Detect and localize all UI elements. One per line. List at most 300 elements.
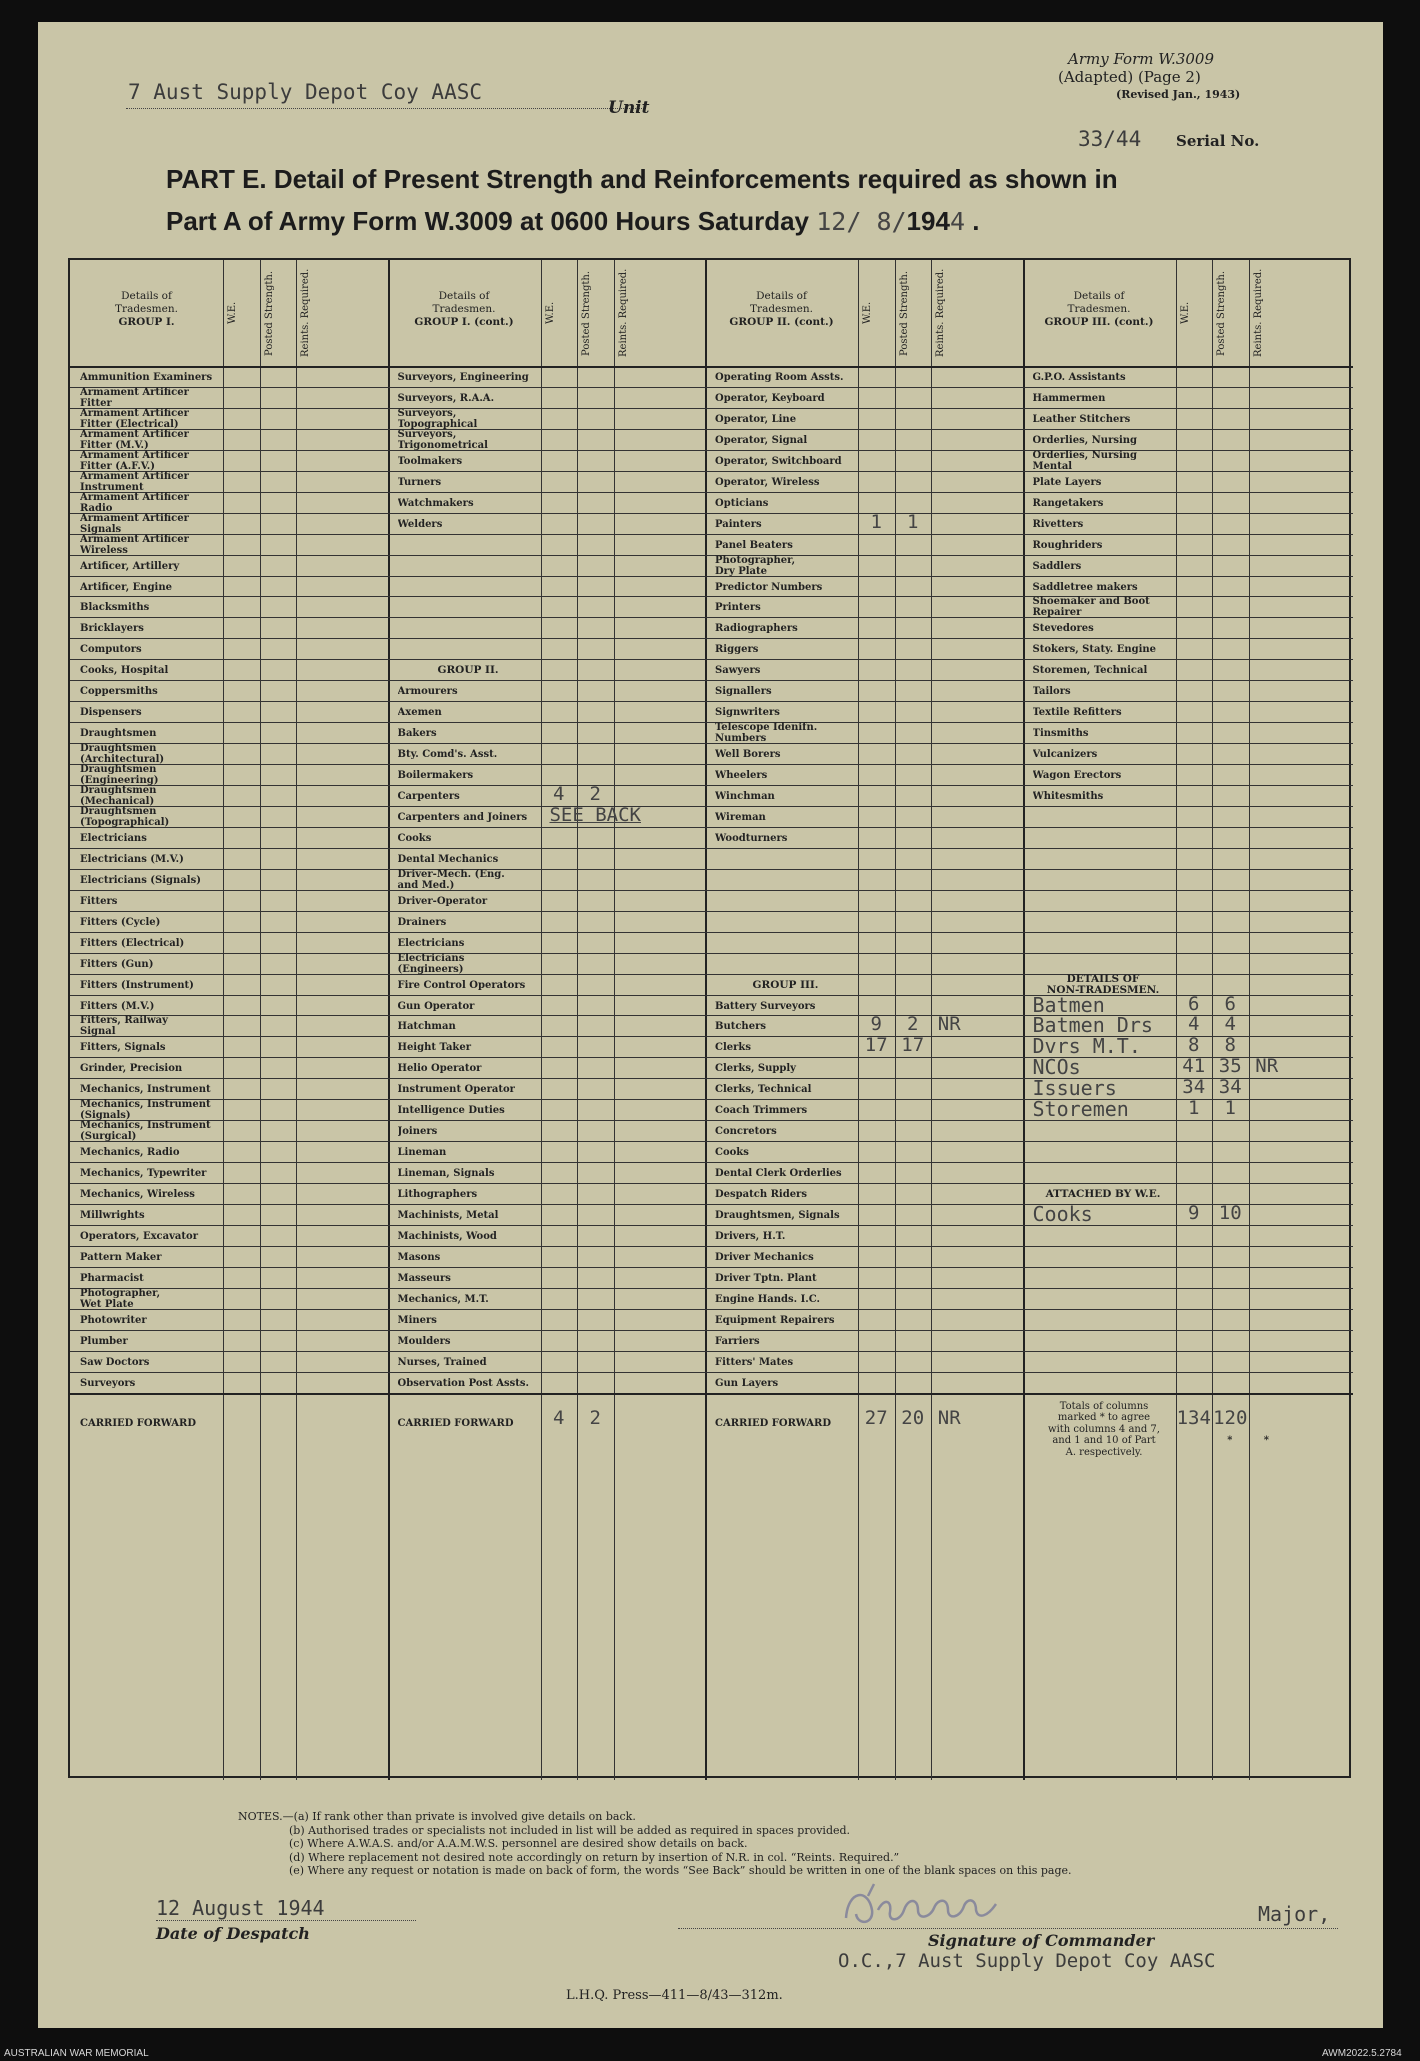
trade-label-line: Watchmakers [397, 497, 474, 509]
trade-label [398, 917, 539, 928]
report-year-typed: 4 [949, 207, 965, 236]
trade-label-line: Cooks [397, 832, 432, 844]
carried-forward-label: CARRIED FORWARD [715, 1417, 832, 1429]
trade-label-line: Fitter (A.F.V.) [80, 460, 156, 472]
row-rule [70, 638, 1353, 639]
trade-label [1033, 791, 1174, 802]
trade-label-line: Draughtsmen [80, 785, 157, 796]
trade-label [398, 1336, 539, 1347]
trade-label-line: Radiographers [715, 623, 798, 635]
trade-label-line: Axemen [397, 707, 442, 719]
column-rule [614, 260, 615, 1780]
typed-count: NR [937, 1406, 961, 1429]
trade-label [80, 785, 221, 807]
typed-count: 1 [870, 510, 882, 533]
row-rule [70, 387, 1353, 388]
trade-label-line: Tinsmiths [1032, 728, 1089, 740]
trade-label [80, 1378, 221, 1389]
trade-label [80, 1084, 221, 1095]
trade-label [80, 1168, 221, 1179]
trade-label-line: Armament Artificer [80, 386, 189, 398]
trade-label-line: Riggers [715, 644, 759, 656]
trade-label-line: Driver Mechanics [715, 1251, 814, 1263]
trade-label-line: Carpenters [397, 791, 460, 802]
trade-label-line: Butchers [715, 1021, 766, 1033]
row-rule [70, 953, 1353, 954]
trade-label [715, 477, 856, 488]
despatch-underline [156, 1920, 416, 1921]
trade-label [80, 665, 221, 676]
trade-label-line: Clerks, Technical [715, 1084, 812, 1096]
trade-label-line: Bty. Comd's. Asst. [397, 749, 498, 761]
trade-label-line: Saddletree makers [1032, 581, 1138, 593]
trade-label-line: Coppersmiths [80, 686, 158, 698]
trade-label-line: Mechanics, Wireless [80, 1189, 195, 1201]
trade-label [1033, 623, 1174, 634]
carried-forward-label: CARRIED FORWARD [80, 1417, 197, 1429]
press-mark: L.H.Q. Press—411—8/43—312m. [566, 1988, 783, 2003]
note-a: NOTES.—(a) If rank other than private is involved give details on back. [238, 1810, 636, 1823]
trade-label [715, 1021, 856, 1032]
typed-count: 6 [1188, 992, 1200, 1015]
typed-count: 6 [1224, 992, 1236, 1015]
trade-label-line: Joiners [397, 1126, 438, 1138]
totals-instruction-line: and 1 and 10 of Part [1052, 1435, 1156, 1447]
trade-label-line: Dry Plate [715, 565, 768, 577]
trade-label-line: Armament Artificer [80, 491, 189, 503]
subcolumn-header: Reints. Required. [935, 268, 946, 358]
trade-label-line: Photographer, [80, 1287, 161, 1299]
trade-label [715, 623, 856, 634]
row-rule [70, 1267, 1353, 1268]
trade-label-line: Armament Artificer [80, 428, 189, 440]
trade-label-line: Orderlies, Nursing [1032, 449, 1138, 461]
row-rule [70, 1372, 1353, 1373]
despatch-label: Date of Despatch [156, 1924, 310, 1943]
non-tradesman-label: NCOs [1032, 1055, 1081, 1080]
column-rule [541, 260, 542, 1780]
trade-label-line: Nurses, Trained [397, 1356, 487, 1368]
column-header-text: Tradesmen. [750, 303, 813, 315]
trade-label [1033, 477, 1174, 488]
despatch-date: 12 August 1944 [156, 1896, 325, 1920]
trade-label [398, 372, 539, 383]
trade-label [715, 435, 856, 446]
trade-label-line: Lineman [397, 1147, 447, 1159]
trade-label-line: Repairer [1032, 607, 1082, 619]
trade-label-line: Dental Clerk Orderlies [715, 1168, 842, 1180]
row-rule [70, 429, 1353, 430]
typed-count: 4 [1188, 1013, 1200, 1036]
trade-label [80, 1063, 221, 1074]
trade-label [80, 896, 221, 907]
trade-label [398, 770, 539, 781]
typed-count: 34 [1218, 1076, 1242, 1099]
trade-label [80, 387, 221, 409]
trade-label-line: Signal [80, 1026, 116, 1038]
trade-label-line: GROUP III. [752, 979, 819, 991]
column-header-text: GROUP II. (cont.) [729, 316, 834, 328]
trade-label-line: Roughriders [1032, 539, 1103, 551]
trade-label-line: Armament Artificer [80, 470, 189, 482]
column-rule [296, 260, 297, 1780]
totals-instruction-line: A. respectively. [1065, 1446, 1143, 1458]
trade-label-line: Fitters [80, 895, 118, 907]
trade-label [398, 1021, 539, 1032]
trade-label-line: Carpenters and Joiners [397, 811, 528, 823]
typed-count: 2 [589, 783, 601, 805]
column-header-text: Details of [121, 290, 172, 302]
trade-label-line: Fitters (Gun) [80, 958, 154, 970]
trade-label [398, 833, 539, 844]
trade-label-line: Despatch Riders [715, 1189, 807, 1201]
row-rule [70, 848, 1353, 849]
trade-label [80, 561, 221, 572]
trade-label-line: Winchman [715, 791, 775, 802]
trade-label-line: Bricklayers [80, 623, 144, 635]
trade-label-line: Predictor Numbers [715, 581, 823, 593]
trade-label-line: Instrument Operator [397, 1084, 515, 1096]
trade-label-line: Artificer, Engine [80, 581, 172, 593]
trade-label-line: Numbers [715, 733, 767, 745]
trade-label-line: Fire Control Operators [397, 979, 526, 991]
trade-label-line: Coach Trimmers [715, 1105, 808, 1117]
trade-label [1033, 435, 1174, 446]
trade-label [715, 1231, 856, 1242]
trade-label [80, 959, 221, 970]
trade-label [80, 854, 221, 865]
typed-count: 17 [901, 1034, 925, 1057]
trade-label [1033, 372, 1174, 383]
trade-label [1033, 450, 1174, 472]
trade-label-line: Mechanics, Typewriter [80, 1168, 207, 1180]
column-header-text: Details of [1073, 290, 1125, 302]
row-rule [70, 534, 1353, 535]
form-number: Army Form W.3009 [1068, 50, 1214, 68]
trade-label-line: (Engineering) [80, 775, 159, 787]
trade-label-line: Masons [397, 1251, 441, 1263]
trade-label-line: Rivetters [1032, 518, 1084, 530]
row-rule [70, 869, 1353, 870]
row-rule [70, 1246, 1353, 1247]
typed-count: 1 [907, 510, 919, 533]
trade-label-line: Electricians [397, 952, 465, 964]
row-rule [70, 576, 1353, 577]
typed-count: 134 [1176, 1406, 1211, 1429]
trade-label [398, 1252, 539, 1263]
note-d: (d) Where replacement not desired note accordingly on return by insertion of N.R. in col. “Reints. Required.” [289, 1850, 900, 1864]
non-tradesman-label: Issuers [1032, 1076, 1117, 1101]
trade-label-line: Mechanics, Instrument [80, 1099, 211, 1111]
trade-label [715, 393, 856, 404]
trade-label [80, 1147, 221, 1158]
trade-label-line: Opticians [715, 497, 769, 509]
trade-label-line: Drainers [397, 916, 447, 928]
trade-label-line: Orderlies, Nursing [1032, 434, 1138, 446]
trade-label [715, 1063, 856, 1074]
trade-label-line: Leather Stitchers [1032, 413, 1131, 425]
trade-label-line: Lineman, Signals [397, 1168, 495, 1180]
trade-label [80, 644, 221, 655]
trade-label [398, 686, 539, 697]
trade-label [398, 1294, 539, 1305]
typed-count: 41 [1182, 1055, 1206, 1078]
trade-label-line: Fitters (Instrument) [80, 979, 194, 991]
trade-label-line: Topographical [397, 418, 478, 430]
trade-label [398, 791, 539, 802]
column-header-text: Details of [756, 290, 807, 302]
trade-label [80, 1001, 221, 1012]
trade-label-line: Computors [80, 644, 142, 656]
trade-label [398, 1001, 539, 1012]
trade-label [715, 519, 856, 530]
trade-label [1033, 707, 1174, 718]
typed-count: 20 [901, 1406, 925, 1429]
trade-label-line: Wet Plate [80, 1298, 134, 1310]
trade-label-line: Shoemaker and Boot [1032, 596, 1150, 608]
trade-label [715, 812, 856, 823]
trade-label-line: Armament Artificer [80, 512, 189, 524]
trade-label [80, 1288, 221, 1310]
non-tradesman-label: Dvrs M.T. [1032, 1034, 1141, 1059]
trade-label [398, 1168, 539, 1179]
trade-label [80, 534, 221, 556]
trade-label [80, 917, 221, 928]
row-rule [70, 680, 1353, 681]
trade-label-line: Fitter (M.V.) [80, 439, 149, 451]
archive-credit: AUSTRALIAN WAR MEMORIAL [4, 2048, 149, 2059]
trade-label-line: Hammermen [1032, 392, 1106, 404]
trade-label-line: Toolmakers [397, 455, 463, 467]
subcolumn-header: W.E. [544, 301, 556, 325]
column-header-text: GROUP I. [118, 316, 175, 328]
trade-label [715, 1378, 856, 1389]
non-tradesman-label: Storemen [1032, 1097, 1129, 1122]
trade-label [715, 1357, 856, 1368]
trade-label-line: Sawyers [715, 665, 761, 677]
trade-label-line: Pharmacist [80, 1272, 144, 1284]
column-header-text: GROUP III. (cont.) [1044, 316, 1154, 328]
trade-label [715, 722, 856, 744]
subcolumn-header: Posted Strength. [898, 270, 910, 356]
trade-label [715, 1273, 856, 1284]
carried-forward-rule [70, 1393, 1353, 1395]
typed-count: 4 [553, 1406, 565, 1429]
column-header-text: Tradesmen. [432, 303, 496, 315]
trade-label-line: Battery Surveyors [715, 1000, 816, 1012]
trade-label-line: Surveyors, Engineering [397, 372, 529, 383]
trade-label [715, 665, 856, 676]
row-rule [70, 764, 1353, 765]
trade-label [1033, 665, 1174, 676]
non-tradesman-label: Batmen Drs [1032, 1013, 1153, 1038]
trade-label-line: Intelligence Duties [397, 1105, 505, 1117]
row-rule [70, 1309, 1353, 1310]
trade-label-line: and Med.) [397, 879, 455, 891]
trade-label-line: Mechanics, Instrument [80, 1120, 211, 1132]
trade-label [398, 456, 539, 467]
trade-label [80, 743, 221, 765]
trade-label-line: Fitters (Cycle) [80, 916, 161, 928]
trade-label [1033, 644, 1174, 655]
subcolumn-header: W.E. [862, 301, 873, 325]
row-rule [70, 932, 1353, 933]
trade-label [80, 1252, 221, 1263]
trade-label [80, 707, 221, 718]
trade-label-line: Plumber [80, 1335, 128, 1347]
totals-instruction-line: Totals of columns [1059, 1400, 1149, 1412]
typed-count: 34 [1182, 1076, 1206, 1099]
trade-label [398, 1189, 539, 1200]
column-header-text: Tradesmen. [115, 303, 178, 315]
trade-label [80, 1015, 221, 1037]
typed-count: 27 [864, 1406, 888, 1429]
trade-label-line: Stevedores [1032, 623, 1094, 635]
typed-count: 1 [1188, 1097, 1200, 1120]
trade-label [715, 555, 856, 577]
trade-label-line: Moulders [397, 1335, 451, 1347]
signature-underline [678, 1928, 1338, 1929]
trade-label-line: Helio Operator [397, 1063, 482, 1075]
trade-label-line: Equipment Repairers [715, 1314, 835, 1326]
trade-label [398, 1105, 539, 1116]
trade-label-line: Turners [397, 476, 442, 488]
column-header-text: GROUP I. (cont.) [414, 316, 514, 328]
typed-count: NR [1255, 1055, 1279, 1078]
row-rule [70, 911, 1353, 912]
trade-label [715, 770, 856, 781]
trade-label-line: Driver-Operator [397, 895, 488, 907]
trade-label [398, 749, 539, 760]
typed-count: 17 [864, 1034, 888, 1057]
subcolumn-header: Posted Strength. [263, 270, 275, 356]
trade-label [398, 854, 539, 865]
trade-label-line: Height Taker [397, 1042, 471, 1054]
subcolumn-header: Posted Strength. [1216, 270, 1227, 356]
commander-unit: O.C.,7 Aust Supply Depot Coy AASC [838, 1950, 1216, 1972]
trade-label [1033, 540, 1174, 551]
form-adapted: (Adapted) (Page 2) [1058, 68, 1201, 86]
trade-label-line: Fitter [80, 397, 112, 409]
trade-label-line: Draughtsmen [80, 764, 157, 776]
trade-label [398, 1126, 539, 1137]
trade-label-line: Mechanics, M.T. [397, 1293, 489, 1305]
trade-label-line: Telescope Idenifn. [715, 722, 818, 734]
trade-label-line: Drivers, H.T. [715, 1230, 786, 1242]
trade-label-line: Bakers [397, 728, 437, 740]
typed-count: 10 [1218, 1202, 1242, 1224]
trade-label-line: Blacksmiths [80, 602, 150, 614]
trade-label [80, 938, 221, 949]
trade-label [1033, 728, 1174, 739]
trade-label-line: Gun Operator [397, 1000, 475, 1012]
note-e: (e) Where any request or notation is made on back of form, the words “See Back” should be written in one of the blank spaces on this page. [289, 1864, 1072, 1877]
trade-label-line: Observation Post Assts. [397, 1377, 529, 1389]
trade-label [80, 806, 221, 828]
trade-label-line: Surveyors [80, 1377, 136, 1389]
trade-label [398, 1378, 539, 1389]
trade-label [715, 644, 856, 655]
notes [238, 1810, 1072, 1878]
trade-label [715, 833, 856, 844]
row-rule [70, 1120, 1353, 1121]
trade-label [398, 393, 539, 404]
typed-count: 120 [1213, 1406, 1248, 1429]
row-rule [70, 1351, 1353, 1352]
trade-label [715, 749, 856, 760]
carried-forward-label: CARRIED FORWARD [397, 1417, 514, 1429]
trade-label-line: Engine Hands. I.C. [715, 1293, 821, 1305]
trade-label [80, 429, 221, 451]
trade-label-line: Trigonometrical [397, 439, 488, 451]
trade-label [398, 498, 539, 509]
trade-label [715, 1126, 856, 1137]
trade-label [1033, 749, 1174, 760]
column-header-group-3 [709, 290, 854, 329]
trade-label [715, 1084, 856, 1095]
trade-label-line: (Signals) [80, 1110, 131, 1122]
trade-label-line: Fitters (Electrical) [80, 937, 185, 949]
form-sheet [38, 22, 1383, 2028]
trade-label [80, 1042, 221, 1053]
trade-label [80, 1120, 221, 1142]
trade-label [398, 665, 539, 676]
trade-label [1033, 498, 1174, 509]
trade-label [80, 1357, 221, 1368]
trade-label-line: Surveyors, R.A.A. [397, 392, 495, 404]
typed-count: 1 [1224, 1097, 1236, 1120]
trade-label [398, 1147, 539, 1158]
trade-label-line: Grinder, Precision [80, 1063, 183, 1075]
trade-label-line: Armament Artificer [80, 449, 189, 461]
typed-count: 9 [870, 1013, 882, 1036]
subcolumn-header: W.E. [227, 301, 238, 325]
trade-label [80, 1315, 221, 1326]
trade-label-line: Operating Room Assts. [715, 372, 844, 383]
trade-label-line: Mental [1032, 460, 1073, 472]
trade-label [715, 686, 856, 697]
subcolumn-header: Reints. Required. [617, 268, 629, 358]
column-rule [1023, 260, 1025, 1780]
archive-reference: AWM2022.5.2784 [1322, 2048, 1402, 2059]
trade-label [80, 980, 221, 991]
trade-label-line: Operator, Keyboard [715, 392, 825, 404]
non-tradesman-label: Cooks [1032, 1202, 1093, 1226]
trade-label [715, 1336, 856, 1347]
trade-label-line: Electricians [80, 832, 147, 844]
trade-label [398, 980, 539, 991]
row-rule [70, 1057, 1353, 1058]
trade-label [398, 1210, 539, 1221]
column-rule [260, 260, 261, 1780]
trade-label [80, 1231, 221, 1242]
trade-label [715, 414, 856, 425]
trade-label-line: Machinists, Metal [397, 1210, 499, 1221]
trade-label [80, 492, 221, 514]
strength-table [68, 258, 1351, 1778]
non-tradesman-label: Batmen [1032, 992, 1105, 1017]
row-rule [70, 701, 1353, 702]
row-rule [70, 743, 1353, 744]
trade-label-line: Driver Tptn. Plant [715, 1272, 817, 1284]
trade-label-line: Electricians (Signals) [80, 874, 201, 886]
totals-star-mark: * [1263, 1434, 1269, 1446]
row-rule [70, 785, 1353, 786]
trade-label [715, 1147, 856, 1158]
trade-label-line: Surveyors, [397, 407, 457, 419]
trade-label-line: Operator, Switchboard [715, 455, 842, 467]
typed-count: 9 [1188, 1202, 1200, 1224]
